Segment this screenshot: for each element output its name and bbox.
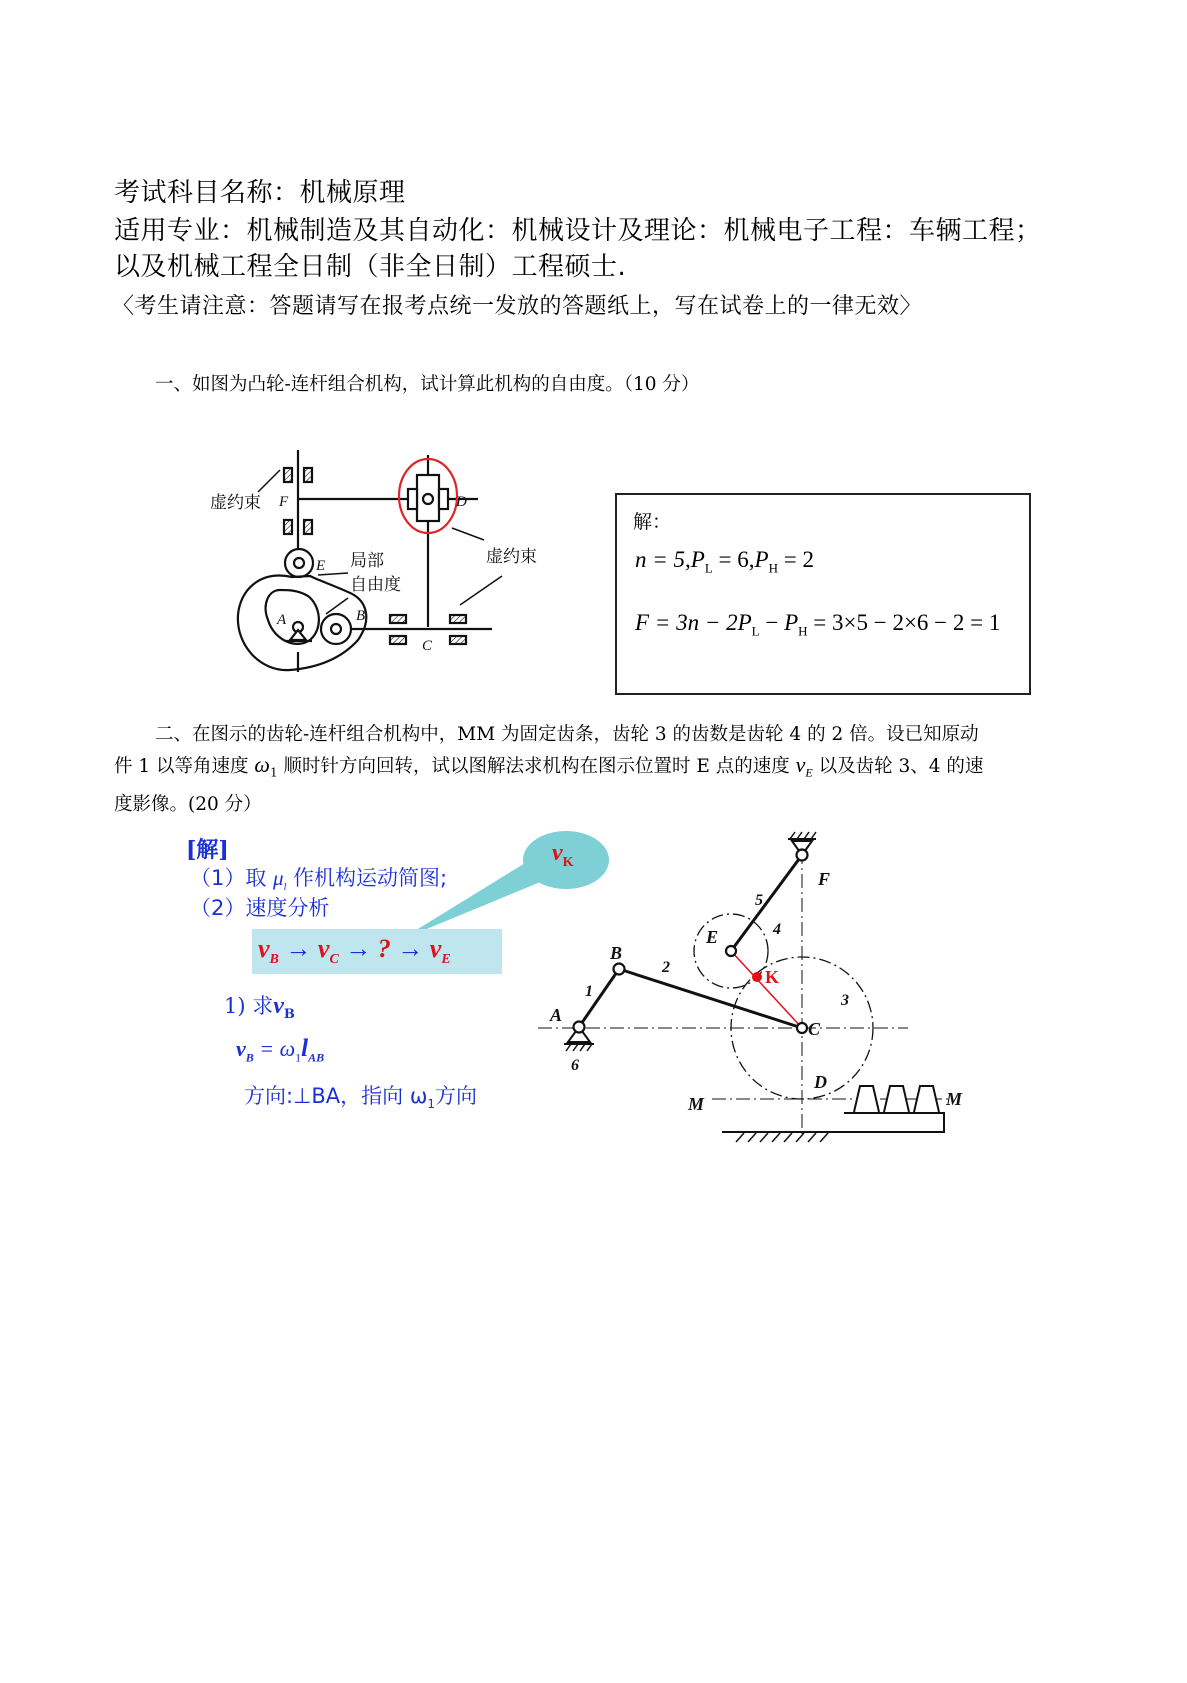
velocity-chain: $v_B \to v_C$ → ? → $v_E$ [258, 934, 451, 968]
velocity-chain-box [252, 929, 502, 974]
link-label-2: 2 [662, 959, 670, 976]
arrow-virtual-left [258, 470, 280, 492]
label-virtual-constraint-left: 虚约束 [210, 493, 261, 513]
cam-linkage-figure [200, 440, 600, 700]
label-f: F [818, 869, 831, 889]
rack-body [722, 1113, 944, 1132]
link-label-6: 6 [571, 1057, 579, 1074]
q2-solution-title: [解] [186, 837, 229, 863]
question-2-line3: 度影像。(20 分） [114, 794, 262, 815]
question-2-line1: 二、在图示的齿轮-连杆组合机构中，MM 为固定齿条，齿轮 3 的齿数是齿轮 4 的 2 倍。设已知原动 [155, 724, 979, 745]
gear-linkage-figure [530, 820, 963, 1150]
label-m-left: M [688, 1094, 705, 1114]
q2-step-1: （1）取 $\mu_l$ 作机构运动简图; [190, 866, 448, 894]
label-local-dof-2: 自由度 [350, 575, 401, 595]
roller-e [285, 549, 313, 577]
link-label-4: 4 [773, 921, 781, 938]
label-b: B [610, 943, 623, 963]
joint-a [574, 1022, 585, 1033]
joint-b [614, 964, 625, 975]
arrow-local-b [326, 598, 348, 614]
solution-line-2: $F = 3n - 2P_L - P_H = 3\times 5 - 2\times 6 - 2 = 1$ [635, 610, 1001, 639]
label-d: D [814, 1072, 827, 1092]
exam-notice: 〈考生请注意：答题请写在报考点统一发放的答题纸上，写在试卷上的一律无效〉 [112, 294, 923, 319]
ground-hatch [736, 1133, 828, 1142]
link-5 [731, 855, 802, 951]
link-label-1: 1 [585, 983, 593, 1000]
rack-tooth-2 [884, 1086, 909, 1112]
solution-line-1: $n = 5,P_L = 6,P_H = 2$ [635, 547, 814, 576]
joint-c [797, 1023, 807, 1033]
applicable-majors-line2: 以及机械工程全日制（非全日制）工程硕士. [114, 252, 627, 282]
q2-sub-step-1: 1) 求$v_B$ [224, 993, 295, 1023]
label-k: K [765, 967, 780, 987]
label-c: C [422, 638, 433, 654]
joint-f [797, 850, 808, 861]
label-e: E [706, 927, 719, 947]
q2-vb-direction: 方向:⊥BA，指向 $\omega_1$方向 [244, 1084, 478, 1112]
label-a: A [550, 1005, 563, 1025]
joint-e [726, 946, 736, 956]
question-1-text: 一、如图为凸轮-连杆组合机构，试计算此机构的自由度。（10 分） [155, 374, 700, 395]
arrow-virtual-d [452, 528, 484, 540]
label-d: D [456, 494, 467, 510]
label-e: E [316, 558, 326, 574]
rack-tooth-1 [854, 1086, 879, 1112]
question-2-line2: 件 1 以等角速度 $\omega_1$ 顺时针方向回转，试以图解法求机构在图示位置时 E 点的速度 $v_E$ 以及齿轮 3、4 的速 [114, 752, 984, 780]
q2-step-2: （2）速度分析 [190, 896, 330, 920]
point-k [752, 972, 762, 982]
solution-title: 解： [633, 511, 672, 533]
exam-subject: 考试科目名称：机械原理 [114, 178, 406, 208]
link-label-3: 3 [841, 992, 849, 1009]
callout-vk-label: $v_K$ [552, 840, 574, 870]
q1-solution-box [615, 493, 1031, 695]
label-a: A [277, 612, 287, 628]
arrow-virtual-c [460, 576, 502, 605]
label-f: F [279, 494, 289, 510]
label-b: B [356, 608, 366, 624]
label-m-right: M [946, 1089, 963, 1109]
q2-vb-equation: $v_B = \omega_1l_{AB}$ [236, 1035, 325, 1065]
rack-tooth-3 [914, 1086, 939, 1112]
label-local-dof-1: 局部 [350, 551, 384, 571]
label-virtual-constraint-right: 虚约束 [486, 547, 537, 567]
link-label-5: 5 [755, 892, 763, 909]
label-c: C [808, 1019, 821, 1039]
applicable-majors-line1: 适用专业：机械制造及其自动化：机械设计及理论：机械电子工程：车辆工程； [114, 216, 1042, 246]
roller-b [321, 614, 351, 644]
